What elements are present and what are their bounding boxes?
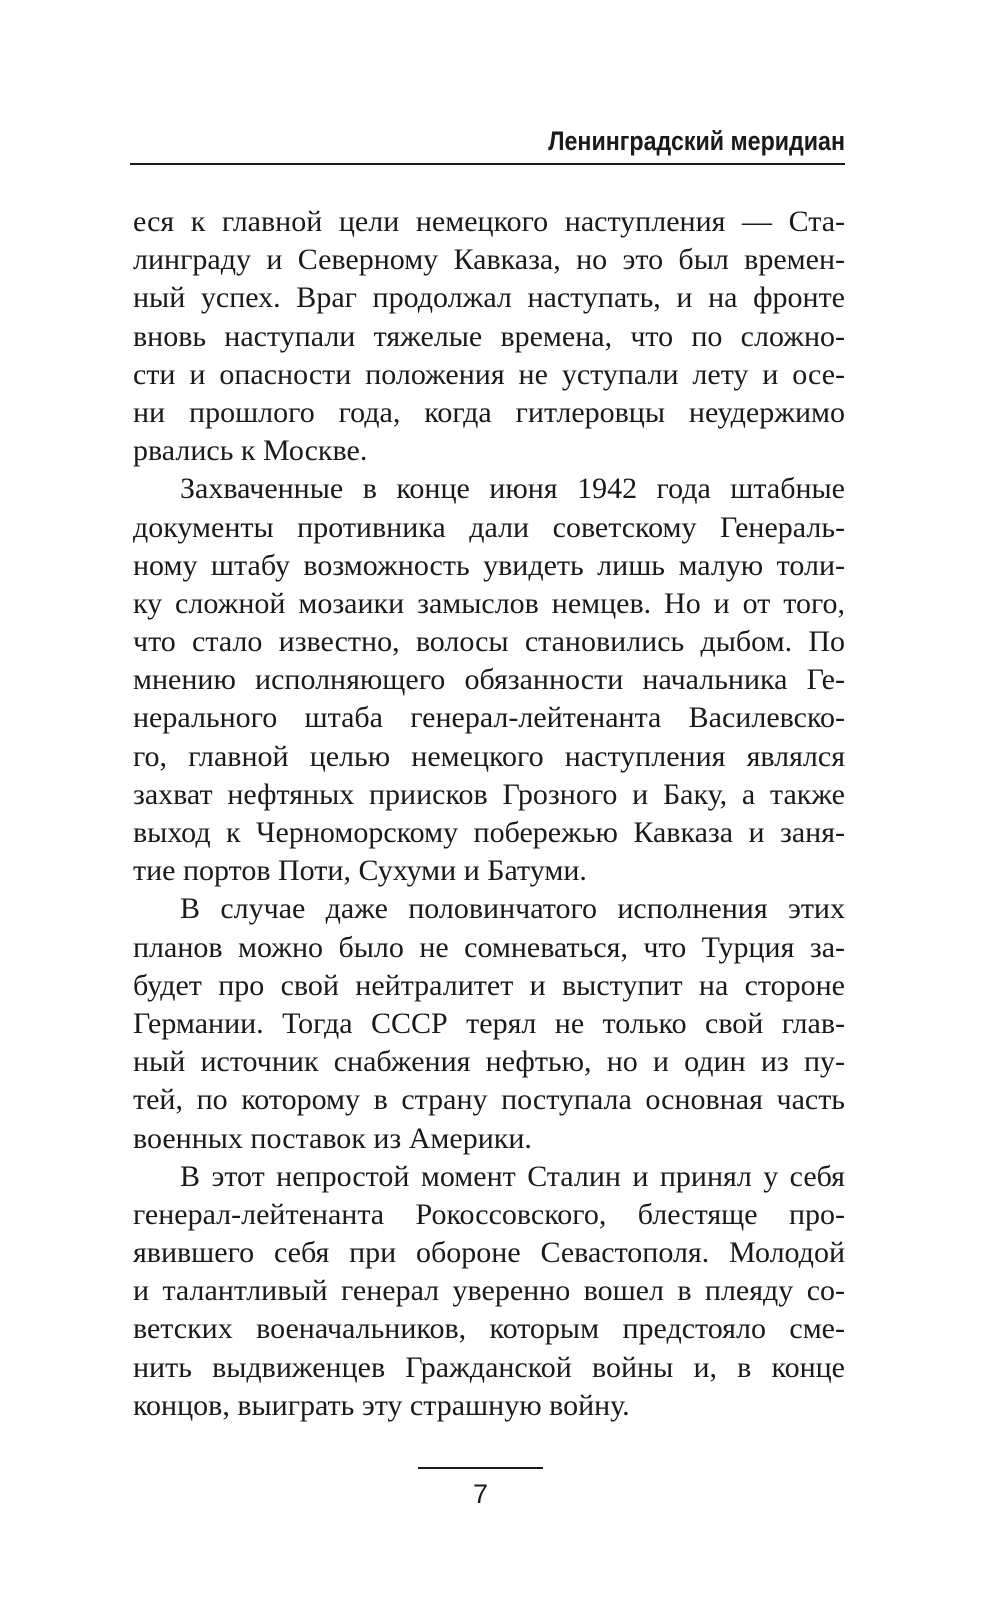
paragraph-4 <box>133 1158 845 1425</box>
text-line: и талантливый генерал уверенно вошел в плеяду со- <box>133 1274 845 1308</box>
text-line: тие портов Поти, Сухуми и Батуми. <box>133 854 587 888</box>
text-line: Захваченные в конце июня 1942 года штабные <box>180 472 845 506</box>
text-line: документы противника дали советскому Генераль- <box>133 510 845 544</box>
text-line: рвались к Москве. <box>133 434 368 468</box>
paragraph-3 <box>133 890 845 1157</box>
text-line: тей, по которому в страну поступала основная часть <box>133 1083 845 1117</box>
text-line: ный источник снабжения нефтью, но и один из пу- <box>133 1045 845 1079</box>
running-head-title: Ленинградский меридиан <box>548 126 845 156</box>
body-text <box>133 203 845 1425</box>
paragraph-1 <box>133 203 845 470</box>
text-line: го, главной целью немецкого наступления являлся <box>133 739 845 773</box>
text-line: вновь наступали тяжелые времена, что по сложно- <box>133 319 845 353</box>
text-line: ку сложной мозаики замыслов немцев. Но и от того, <box>133 586 845 620</box>
text-line: Германии. Тогда СССР терял не только свой глав- <box>133 1006 845 1040</box>
text-line: выход к Черноморскому побережью Кавказа и заня- <box>133 816 845 849</box>
text-line: ветских военачальников, которым предстояло сме- <box>133 1312 845 1346</box>
page-number: 7 <box>472 1479 489 1509</box>
text-line: сти и опасности положения не уступали лету и осе- <box>133 357 845 391</box>
paragraph-2 <box>133 470 845 890</box>
text-line: мнению исполняющего обязанности начальника Ге- <box>133 663 845 697</box>
text-line: военных поставок из Америки. <box>133 1121 532 1155</box>
text-line: захват нефтяных приисков Грозного и Баку, а также <box>133 777 845 811</box>
text-line: В этот непростой момент Сталин и принял у себя <box>180 1159 845 1193</box>
text-line: явившего себя при обороне Севастополя. Молодой <box>133 1236 845 1270</box>
header-rule <box>130 163 845 165</box>
text-line: ни прошлого года, когда гитлеровцы неудержимо <box>133 395 845 429</box>
text-line: ный успех. Враг продолжал наступать, и на фронте <box>133 281 845 315</box>
text-line: будет про свой нейтралитет и выступит на стороне <box>133 968 845 1002</box>
text-line: нерального штаба генерал-лейтенанта Василевско- <box>133 701 845 735</box>
text-line: что стало известно, волосы становились дыбом. По <box>133 625 845 659</box>
text-line: линграду и Северному Кавказа, но это был времен- <box>133 243 845 277</box>
text-line: ному штабу возможность увидеть лишь малую толи- <box>133 548 845 582</box>
text-line: генерал-лейтенанта Рокоссовского, блестяще про- <box>133 1197 845 1231</box>
text-line: концов, выиграть эту страшную войну. <box>133 1388 630 1422</box>
footer-rule <box>418 1467 543 1469</box>
text-line: В случае даже половинчатого исполнения этих <box>180 892 845 926</box>
text-line: нить выдвиженцев Гражданской войны и, в конце <box>133 1350 845 1384</box>
text-line: планов можно было не сомневаться, что Турция за- <box>133 930 845 964</box>
text-line: еся к главной цели немецкого наступления — Ста- <box>133 205 845 238</box>
